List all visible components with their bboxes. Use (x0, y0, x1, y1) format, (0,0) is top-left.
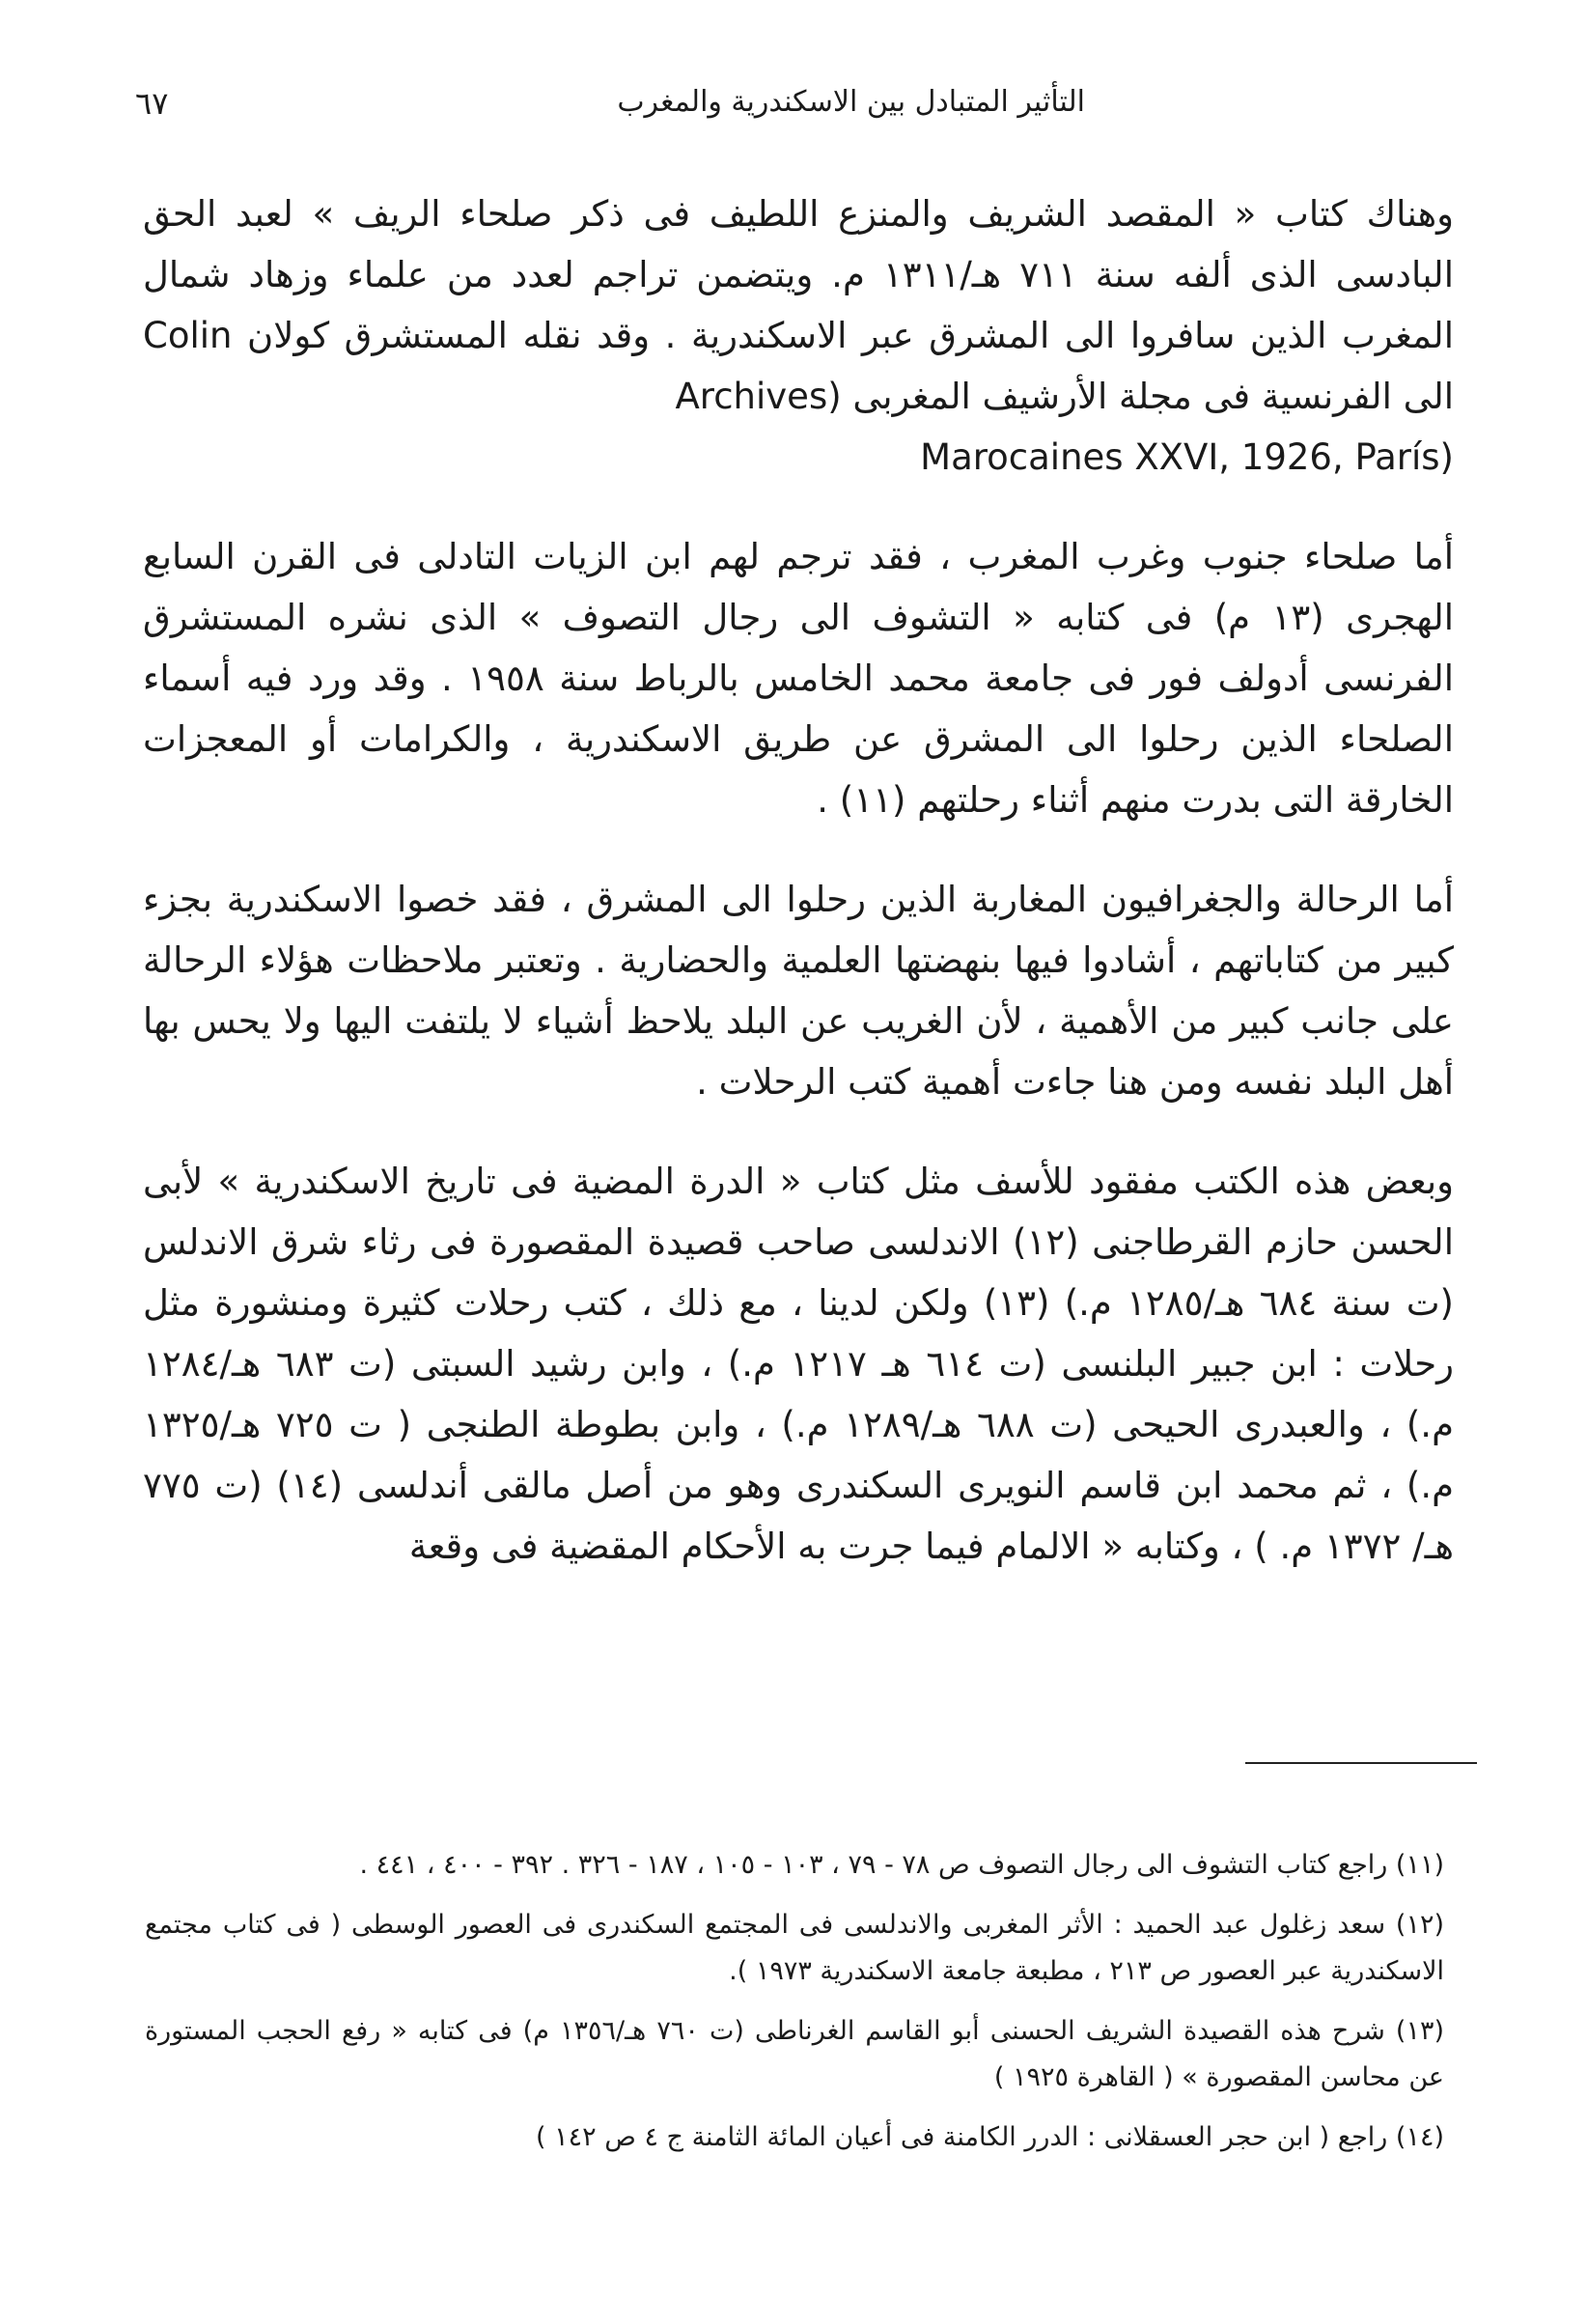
paragraph-2: أما صلحاء جنوب وغرب المغرب ، فقد ترجم لهم ابن الزيات التادلى فى القرن السابع الهجرى (١٣ م) فى كتابه « التشوف الى رجال التصوف » الذى نشره المستشرق الفرنسى أدولف فور فى جامعة محمد الخامس بالرباط سنة ١٩٥٨ . وقد ورد فيه أسماء الصلحاء الذين رحلوا الى المشرق عن طريق الاسكندرية ، والكرامات أو المعجزات الخارقة التى بدرت منهم أثناء رحلتهم (١١) . (143, 536, 1454, 821)
footnotes (145, 1842, 1444, 2174)
paragraph-1 (143, 183, 1454, 488)
footnote-13: (١٣) شرح هذه القصيدة الشريف الحسنى أبو القاسم الغرناطى (ت ٧٦٠ هـ/١٣٥٦ م) فى كتابه « رفع الحجب المستورة عن محاسن المقصورة » ( القاهرة ١٩٢٥ ) (145, 2016, 1445, 2092)
footnote-14: (١٤) راجع ( ابن حجر العسقلانى : الدرر الكامنة فى أعيان المائة الثامنة ج ٤ ص ١٤٢ ) (536, 2122, 1444, 2152)
page-header (125, 85, 1462, 143)
footnote-12: (١٢) سعد زغلول عبد الحميد : الأثر المغربى والاندلسى فى المجتمع السكندرى فى العصور الوسطى ( فى كتاب مجتمع الاسكندرية عبر العصور ص ٢١٣ ، مطبعة جامعة الاسكندرية ١٩٧٣ ). (145, 1910, 1444, 1986)
footnote-11: (١١) راجع كتاب التشوف الى رجال التصوف ص ٧٨ - ٧٩ ، ١٠٣ - ١٠٥ ، ١٨٧ - ٣٢٦ . ٣٩٢ - ٤٠٠ ، ٤٤١ . (359, 1850, 1444, 1880)
paragraph-1-latin-tail: Marocaines XXVI, 1926, París) (920, 436, 1454, 478)
footnote-separator (1245, 1762, 1477, 1764)
paragraph-3: أما الرحالة والجغرافيون المغاربة الذين رحلوا الى المشرق ، فقد خصوا الاسكندرية بجزء كبير من كتاباتهم ، أشادوا فيها بنهضتها العلمية والحضارية . وتعتبر ملاحظات هؤلاء الرحالة على جانب كبير من الأهمية ، لأن الغريب عن البلد يلاحظ أشياء لا يلتفت اليها ولا يحس بها أهل البلد نفسه ومن هنا جاءت أهمية كتب الرحلات . (143, 879, 1454, 1103)
paragraph-1-text: وهناك كتاب « المقصد الشريف والمنزع اللطيف فى ذكر صلحاء الريف » لعبد الحق البادسى الذى ألفه سنة ٧١١ هـ/١٣١١ م. ويتضمن تراجم لعدد من علماء وزهاد شمال المغرب الذين سافروا الى المشرق عبر الاسكندرية . وقد نقله المستشرق كولان Colin الى الفرنسية فى مجلة الأرشيف المغربى (Archives (143, 193, 1454, 417)
page-number: ٦٧ (135, 85, 169, 122)
paragraph-4: وبعض هذه الكتب مفقود للأسف مثل كتاب « الدرة المضية فى تاريخ الاسكندرية » لأبى الحسن حازم القرطاجنى (١٢) الاندلسى صاحب قصيدة المقصورة فى رثاء شرق الاندلس (ت سنة ٦٨٤ هـ/١٢٨٥ م.) (١٣) ولكن لدينا ، مع ذلك ، كتب رحلات كثيرة ومنشورة مثل رحلات : ابن جبير البلنسى (ت ٦١٤ هـ ١٢١٧ م.) ، وابن رشيد السبتى (ت ٦٨٣ هـ/١٢٨٤ م.) ، والعبدرى الحيحى (ت ٦٨٨ هـ/١٢٨٩ م.) ، وابن بطوطة الطنجى ( ت ٧٢٥ هـ/١٣٢٥ م.) ، ثم محمد ابن قاسم النويرى السكندرى وهو من أصل مالقى أندلسى (١٤) (ت ٧٧٥ هـ/ ١٣٧٢ م. ) ، وكتابه « الالمام فيما جرت به الأحكام المقضية فى وقعة (143, 1161, 1455, 1567)
running-title: التأثير المتبادل بين الاسكندرية والمغرب (617, 85, 1085, 119)
body-text (143, 183, 1454, 1615)
